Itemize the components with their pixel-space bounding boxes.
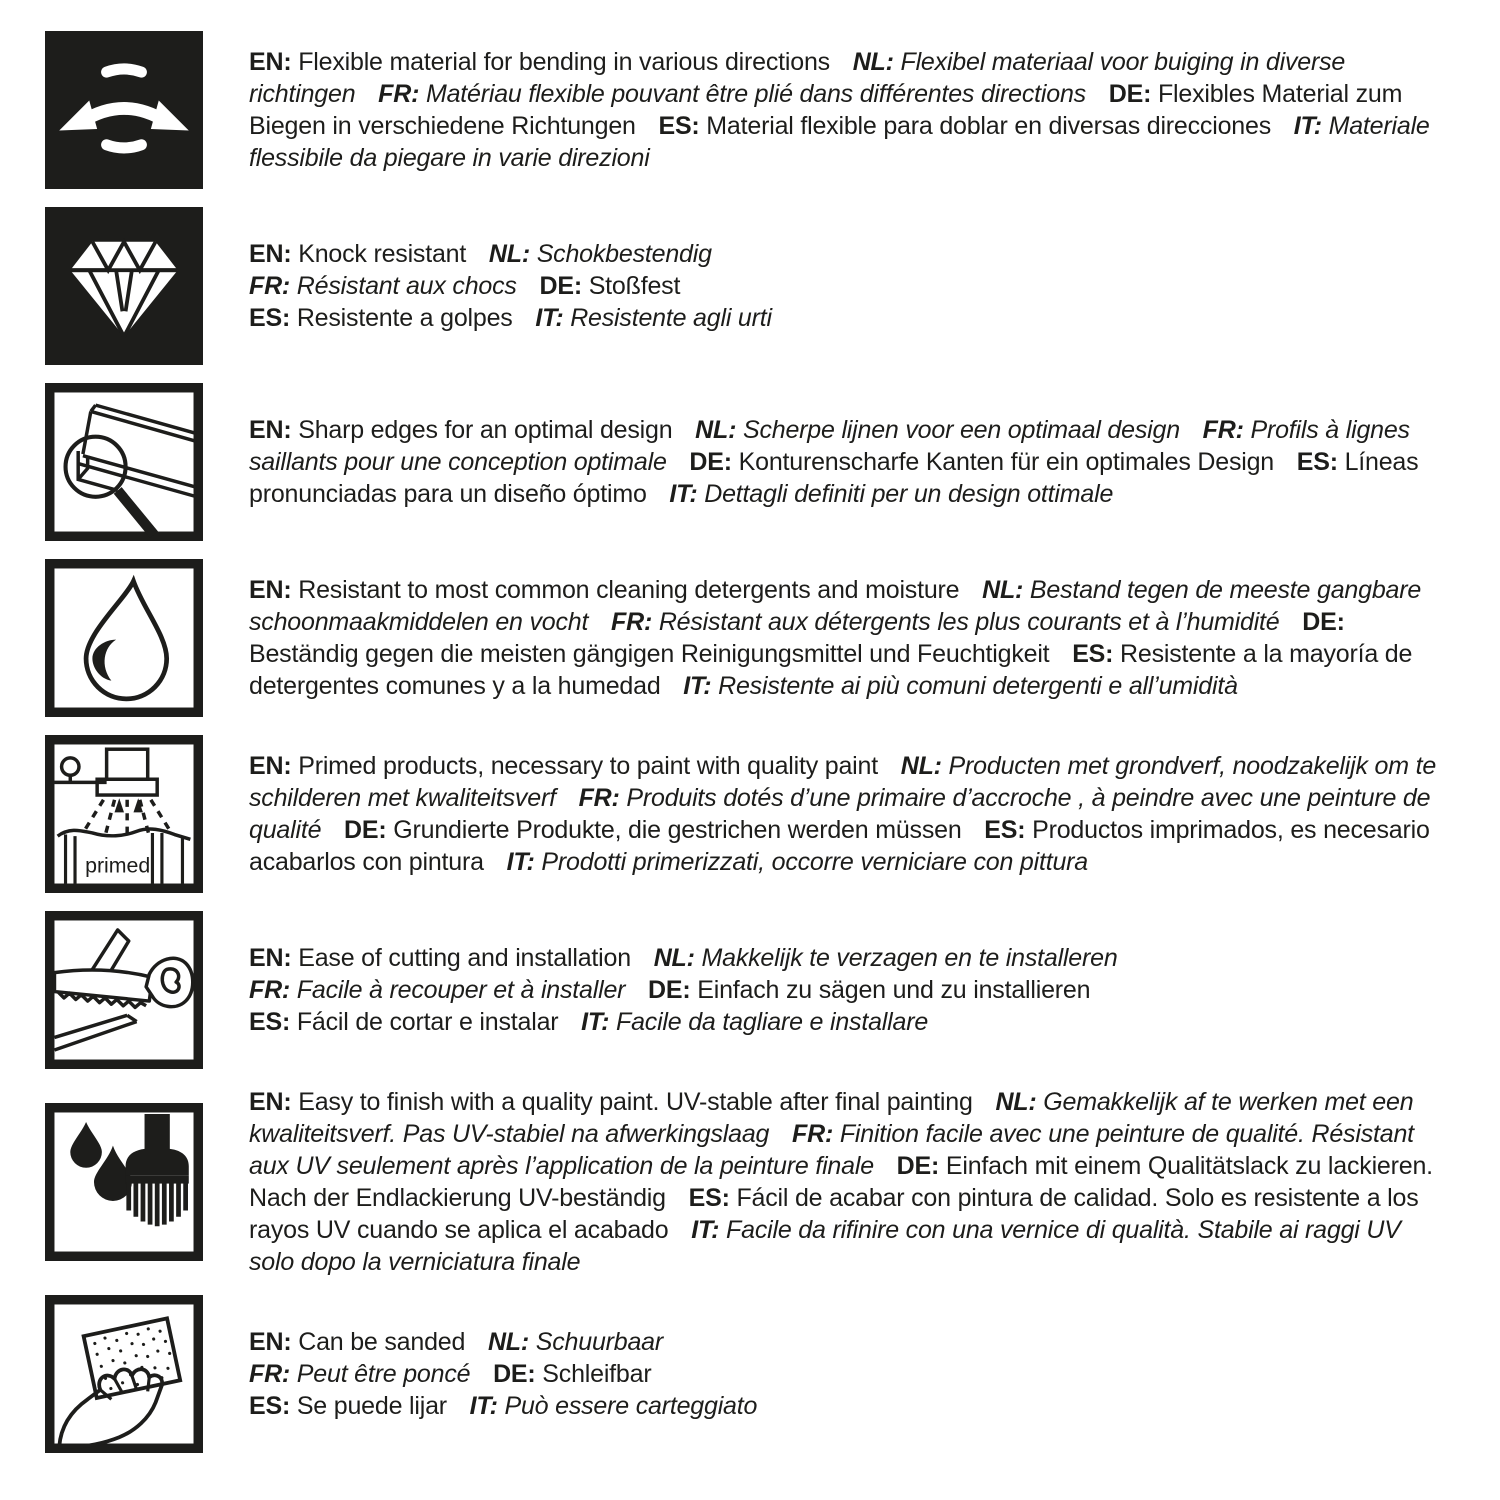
feature-text-it: IT: Facile da rifinire con una vernice di qualità. Stabile ai raggi UV solo dopo la verniciatura finale [249,1216,1401,1276]
feature-text [249,1086,1439,1278]
feature-text-fr: FR: Profils à lignes saillants pour une conception optimale [249,416,1410,476]
diamond-knock-resistant-icon [45,207,203,365]
primer-spray-icon [45,735,203,893]
lang-label: DE: [1302,608,1345,636]
lang-label: IT: [535,304,564,332]
water-drop-icon [45,559,203,717]
feature-text-nl: NL: Schuurbaar [487,1328,664,1356]
feature-text-en: EN: Flexible material for bending in various directions [249,48,830,76]
feature-text-es: ES: Resistente a golpes [249,304,513,332]
feature-text-es: ES: Material flexible para doblar en diversas direcciones [658,112,1272,140]
feature-text [249,942,1134,1038]
feature-text-de: DE: Beständig gegen die meisten gängigen Reinigungsmittel und Feuchtigkeit [249,608,1345,668]
feature-text [249,238,788,334]
lang-label: DE: [539,272,582,300]
feature-row [45,206,1462,366]
feature-row [45,1294,1462,1454]
primed-label: primed [85,853,151,878]
lang-label: NL: [487,1328,530,1356]
lang-label: NL: [982,576,1024,604]
lang-label: NL: [852,48,894,76]
lang-label: EN: [249,240,292,268]
feature-text [249,1326,773,1422]
lang-label: EN: [249,48,292,76]
lang-label: IT: [691,1216,720,1244]
feature-text-de: DE: Stoßfest [539,272,681,300]
feature-text-en: EN: Knock resistant [249,240,467,268]
feature-text-it: IT: Prodotti primerizzati, occorre verniciare con pittura [506,848,1088,876]
feature-row [45,558,1462,718]
lang-label: ES: [249,1008,291,1036]
lang-label: DE: [689,448,732,476]
lang-label: FR: [578,784,620,812]
feature-text-fr: FR: Résistant aux chocs [249,272,517,300]
lang-label: ES: [688,1184,730,1212]
lang-label: DE: [648,976,691,1004]
lang-label: FR: [1202,416,1244,444]
lang-label: EN: [249,1088,292,1116]
lang-label: ES: [984,816,1026,844]
flexible-bend-icon [45,31,203,189]
feature-list [45,30,1462,1454]
feature-text-it: IT: Resistente ai più comuni detergenti e all’umidità [683,672,1238,700]
feature-text-de: DE: Flexibles Material zum Biegen in verschiedene Richtungen [249,80,1403,140]
lang-label: IT: [469,1392,498,1420]
lang-label: FR: [611,608,653,636]
feature-text [249,750,1439,878]
lang-label: NL: [653,944,695,972]
feature-text-nl: NL: Makkelijk te verzagen en te installeren [653,944,1118,972]
feature-text-nl: NL: Scherpe lijnen voor een optimaal design [695,416,1180,444]
lang-label: EN: [249,944,292,972]
feature-text-de: DE: Einfach zu sägen und zu installieren [648,976,1091,1004]
lang-label: NL: [900,752,942,780]
feature-text-en: EN: Can be sanded [249,1328,466,1356]
feature-text-it: IT: Può essere carteggiato [469,1392,758,1420]
feature-text-en: EN: Sharp edges for an optimal design [249,416,673,444]
paint-brush-drops-icon [45,1103,203,1261]
feature-text-it: IT: Materiale flessibile da piegare in varie direzioni [249,112,1430,172]
feature-text-es: ES: Productos imprimados, es necesario acabarlos con pintura [249,816,1430,876]
feature-text-es: ES: Fácil de acabar con pintura de calidad. Solo es resistente a los rayos UV cuando se aplica el acabado [249,1184,1419,1244]
lang-label: EN: [249,1328,292,1356]
lang-label: ES: [1072,640,1114,668]
lang-label: DE: [493,1360,536,1388]
feature-text-en: EN: Primed products, necessary to paint with quality paint [249,752,878,780]
feature-text-it: IT: Resistente agli urti [535,304,772,332]
lang-label: ES: [658,112,700,140]
feature-text-en: EN: Resistant to most common cleaning detergents and moisture [249,576,960,604]
lang-label: FR: [792,1120,834,1148]
feature-text-fr: FR: Résistant aux détergents les plus courants et à l’humidité [611,608,1280,636]
lang-label: IT: [683,672,712,700]
feature-text-es: ES: Resistente a la mayoría de detergentes comunes y a la humedad [249,640,1413,700]
lang-label: ES: [249,1392,291,1420]
feature-text-nl: NL: Producten met grondverf, noodzakelijk om te schilderen met kwaliteitsverf [249,752,1437,812]
feature-text-es: ES: Líneas pronunciadas para un diseño óptimo [249,448,1419,508]
lang-label: IT: [1293,112,1322,140]
lang-label: DE: [896,1152,940,1180]
feature-text-de: DE: Einfach mit einem Qualitätslack zu lackieren. Nach der Endlackierung UV-beständig [249,1152,1433,1212]
feature-text [249,574,1439,702]
feature-text-fr: FR: Produits dotés d’une primaire d’accroche , à peindre avec une peinture de qualité [249,784,1431,844]
lang-label: NL: [695,416,737,444]
lang-label: EN: [249,752,292,780]
feature-text-en: EN: Easy to finish with a quality paint. UV-stable after final painting [249,1088,973,1116]
lang-label: EN: [249,416,292,444]
lang-label: DE: [1108,80,1152,108]
lang-label: IT: [669,480,698,508]
lang-label: DE: [344,816,387,844]
lang-label: NL: [995,1088,1037,1116]
feature-row [45,30,1462,190]
feature-text [249,414,1439,510]
lang-label: FR: [249,976,291,1004]
feature-text-fr: FR: Finition facile avec une peinture de qualité. Résistant aux UV seulement après l’application de la peinture finale [249,1120,1414,1180]
feature-row [45,910,1462,1070]
lang-label: IT: [581,1008,610,1036]
feature-text-nl: NL: Bestand tegen de meeste gangbare schoonmaakmiddelen en vocht [249,576,1422,636]
hand-saw-cutting-icon [45,911,203,1069]
feature-text-fr: FR: Facile à recouper et à installer [249,976,626,1004]
lang-label: FR: [249,1360,291,1388]
feature-text-de: DE: Schleifbar [493,1360,652,1388]
feature-row [45,382,1462,542]
feature-text-en: EN: Ease of cutting and installation [249,944,631,972]
hand-sanding-icon [45,1295,203,1453]
feature-text-fr: FR: Peut être poncé [249,1360,471,1388]
feature-text-nl: NL: Schokbestendig [488,240,712,268]
feature-text-it: IT: Facile da tagliare e installare [581,1008,929,1036]
feature-text-es: ES: Fácil de cortar e instalar [249,1008,559,1036]
lang-label: ES: [249,304,291,332]
lang-label: EN: [249,576,292,604]
feature-row [45,1086,1462,1278]
lang-label: IT: [506,848,535,876]
feature-text [249,46,1439,174]
feature-text-fr: FR: Matériau flexible pouvant être plié dans différentes directions [378,80,1086,108]
feature-row [45,734,1462,894]
lang-label: ES: [1296,448,1338,476]
feature-text-nl: NL: Flexibel materiaal voor buiging in diverse richtingen [249,48,1346,108]
sharp-edges-profile-icon [45,383,203,541]
lang-label: FR: [378,80,420,108]
feature-text-es: ES: Se puede lijar [249,1392,447,1420]
lang-label: FR: [249,272,291,300]
feature-text-it: IT: Dettagli definiti per un design ottimale [669,480,1114,508]
feature-text-de: DE: Grundierte Produkte, die gestrichen werden müssen [344,816,962,844]
feature-text-de: DE: Konturenscharfe Kanten für ein optimales Design [689,448,1274,476]
lang-label: NL: [488,240,530,268]
feature-text-nl: NL: Gemakkelijk af te werken met een kwaliteitsverf. Pas UV-stabiel na afwerkingslaag [249,1088,1414,1148]
